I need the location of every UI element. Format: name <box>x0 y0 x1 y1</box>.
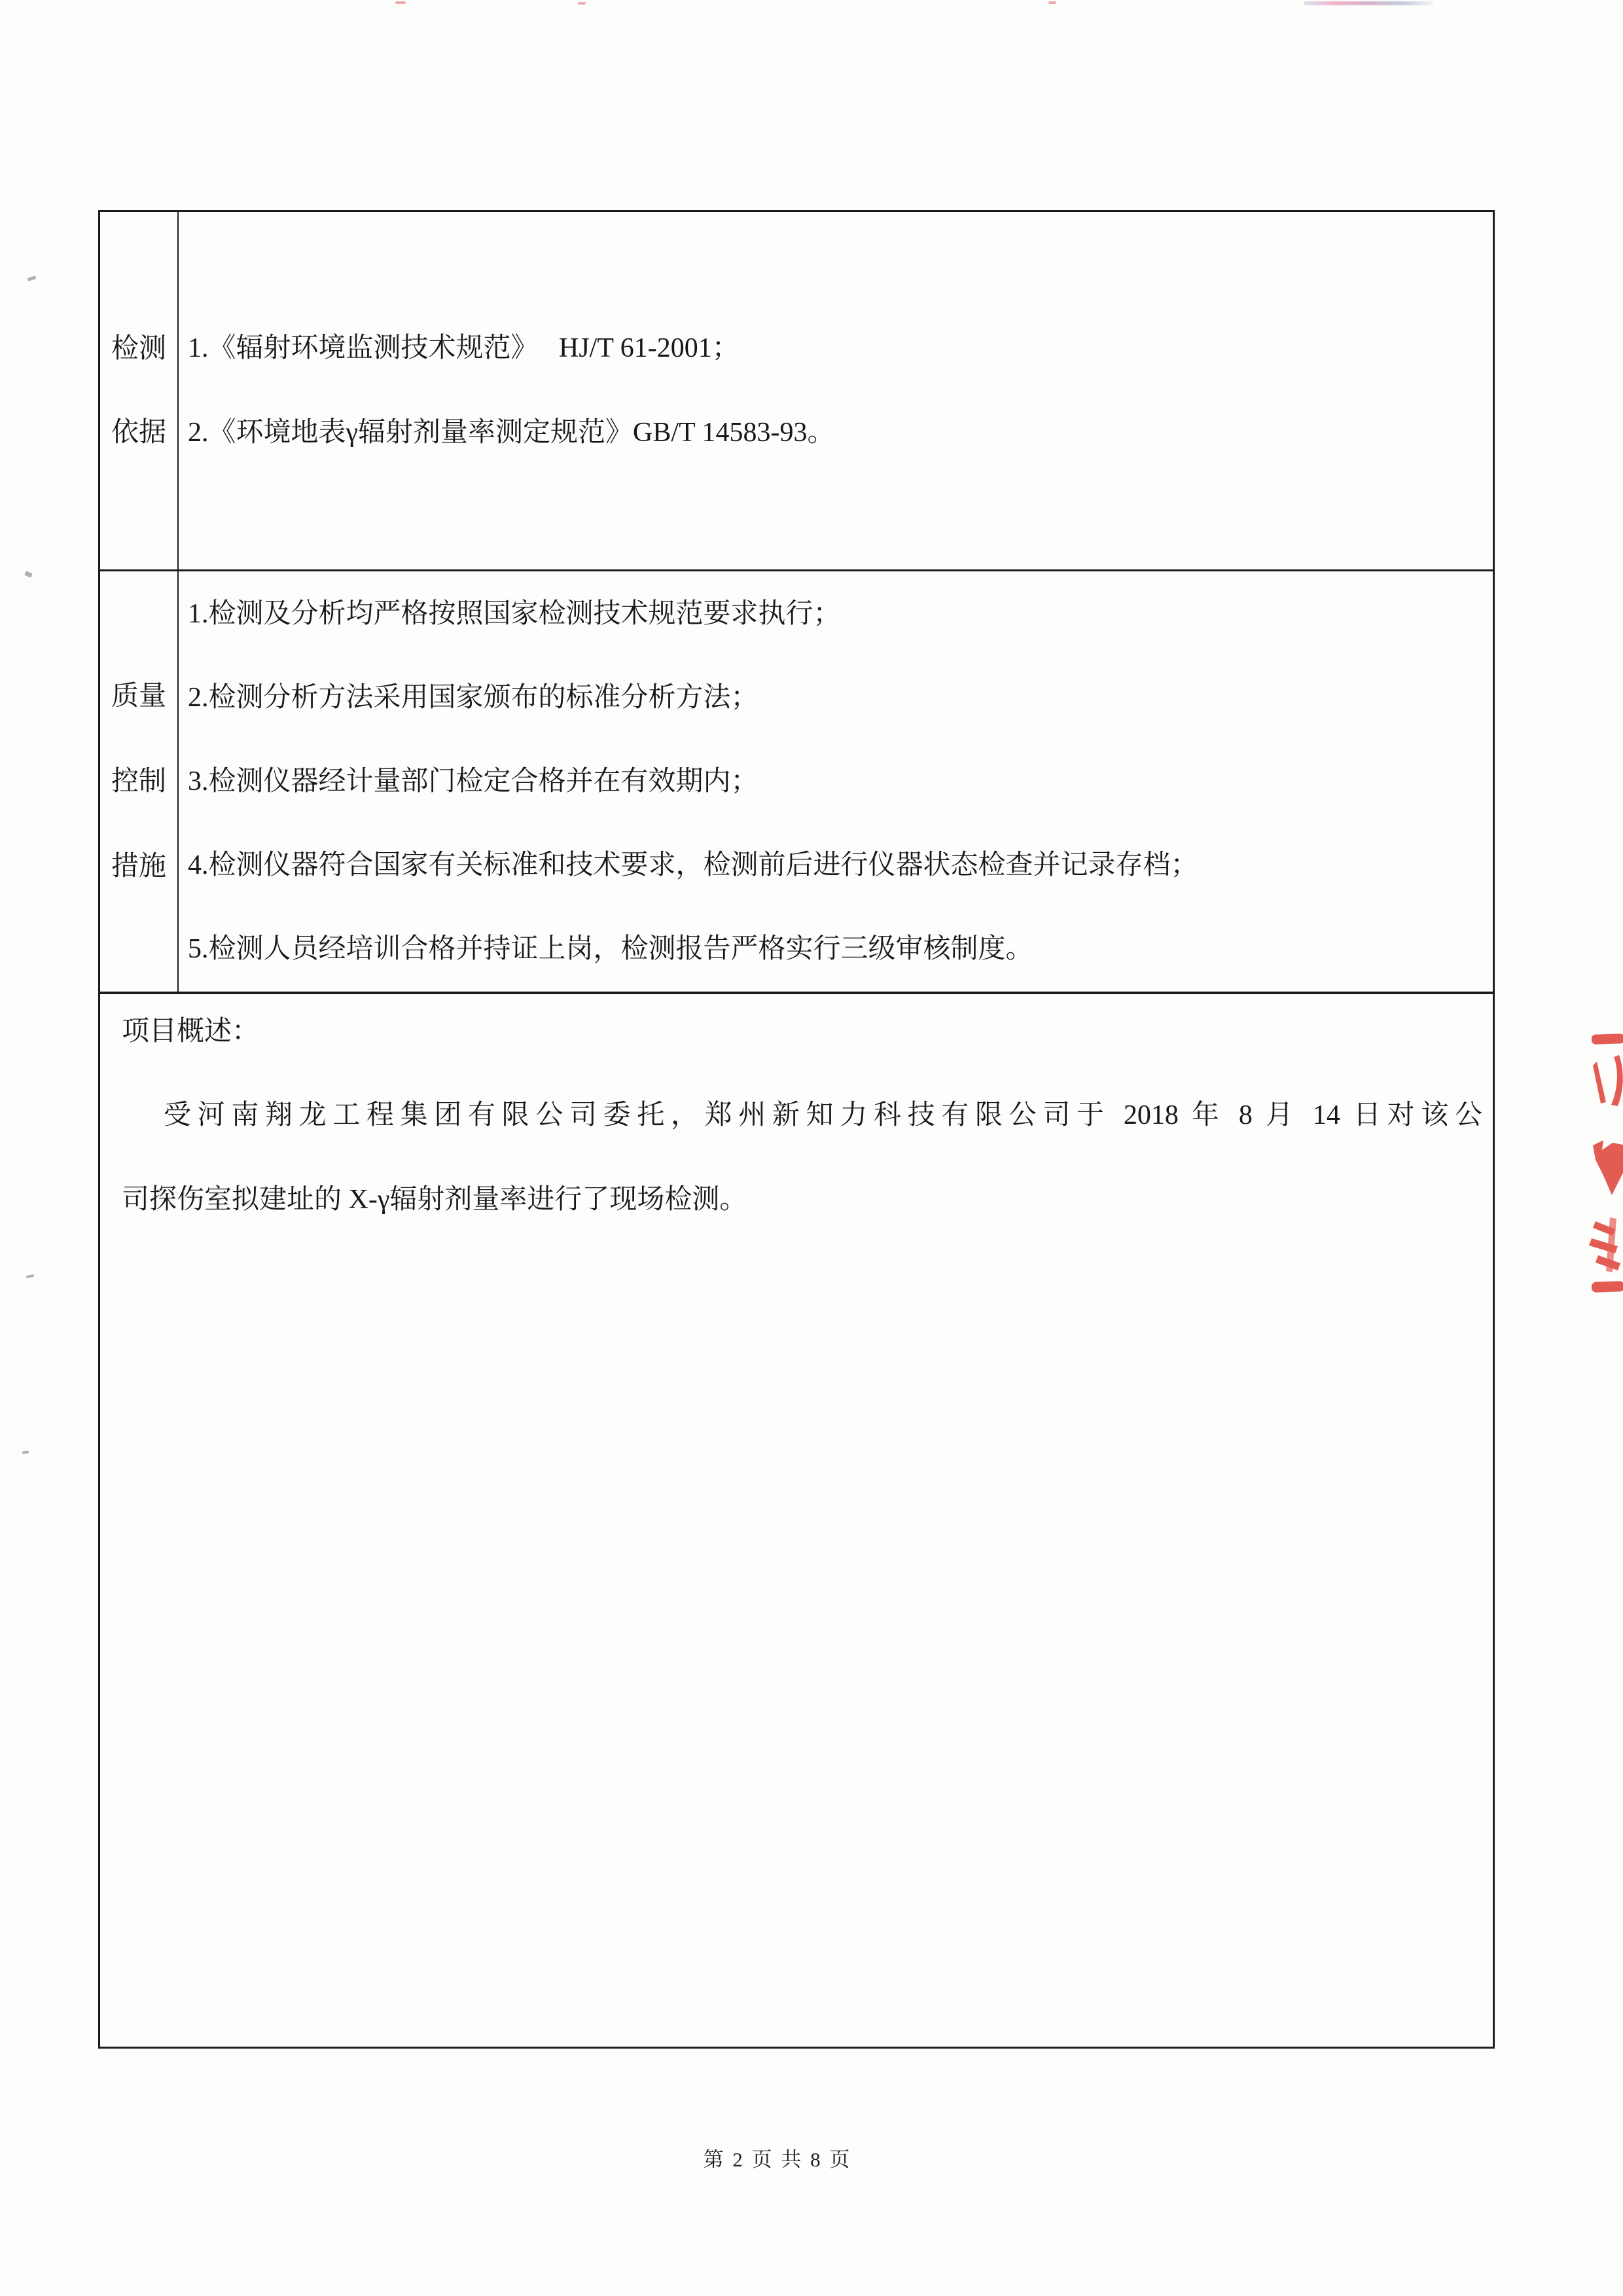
label-line: 控制 <box>111 766 166 797</box>
list-item: 2.《环境地表γ辐射剂量率测定规范》GB/T 14583-93。 <box>188 418 835 448</box>
row-content-quality-control <box>179 571 1493 992</box>
scan-speck <box>24 571 33 578</box>
section-heading: 项目概述： <box>122 1016 260 1047</box>
row-label-detection-basis <box>100 212 179 569</box>
report-table <box>98 210 1495 2049</box>
scan-speck <box>1048 1 1056 4</box>
row-label-quality-control <box>100 571 179 992</box>
label-line: 质量 <box>111 681 166 711</box>
paragraph-line: 受河南翔龙工程集团有限公司委托，郑州新知力科技有限公司于 2018 年 8 月 14 日对该公 <box>164 1100 1482 1130</box>
list-item: 1.《辐射环境监测技术规范》 HJ/T 61-2001； <box>188 333 740 363</box>
scan-speck <box>27 276 37 281</box>
list-item: 1.检测及分析均严格按照国家检测技术规范要求执行； <box>188 599 841 629</box>
scan-speck <box>578 2 586 5</box>
scan-speck <box>26 1274 35 1278</box>
list-item: 2.检测分析方法采用国家颁布的标准分析方法； <box>188 683 758 713</box>
list-item: 3.检测仪器经计量部门检定合格并在有效期内； <box>188 766 758 797</box>
table-row-quality-control <box>100 571 1493 994</box>
red-stamp-fragment <box>1576 1021 1623 1322</box>
scan-smudge-artifact <box>1304 1 1433 5</box>
row-content-detection-basis <box>179 212 1493 569</box>
table-row-detection-basis <box>100 212 1493 571</box>
overview-paragraph <box>122 1073 1482 1242</box>
page-number: 第 2 页 共 8 页 <box>703 2148 852 2171</box>
label-line: 措施 <box>111 852 166 882</box>
scan-speck <box>22 1450 29 1454</box>
paragraph-line: 司探伤室拟建址的 X-γ辐射剂量率进行了现场检测。 <box>122 1185 747 1215</box>
label-line: 检测 <box>111 334 166 364</box>
section-project-overview <box>100 994 1493 2047</box>
scan-speck <box>395 1 406 4</box>
list-item: 5.检测人员经培训合格并持证上岗，检测报告严格实行三级审核制度。 <box>188 934 1033 964</box>
label-line: 依据 <box>111 418 166 448</box>
list-item: 4.检测仪器符合国家有关标准和技术要求，检测前后进行仪器状态检查并记录存档； <box>188 850 1198 880</box>
